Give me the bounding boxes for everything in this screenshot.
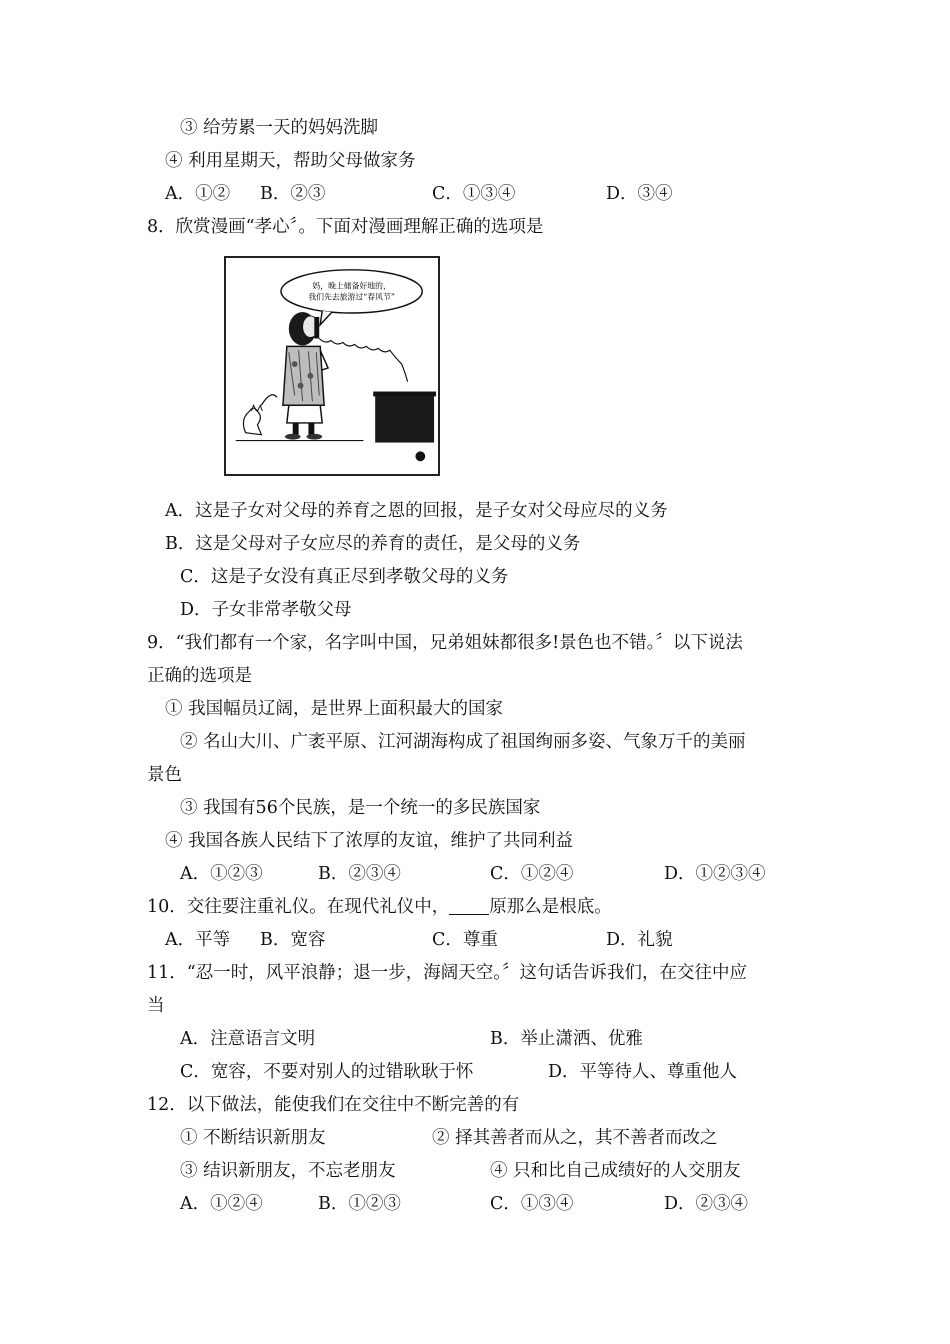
q12-item-3: ③ 结识新朋友，不忘老朋友 <box>180 1161 396 1181</box>
q10-option-a: A．平等 <box>165 930 231 950</box>
q10-stem <box>147 895 612 919</box>
q11-stem-line-2: 当 <box>147 996 165 1016</box>
q12-item-2: ② 择其善者而从之，其不善者而改之 <box>432 1128 718 1148</box>
q12-stem: 12．以下做法，能使我们在交往中不断完善的有 <box>147 1095 520 1115</box>
q10-option-c: C．尊重 <box>432 930 498 950</box>
q9-item-2-line-2: 景色 <box>147 765 182 785</box>
q7-option-b: B．②③ <box>260 184 326 204</box>
q9-option-c: C．①②④ <box>490 864 574 884</box>
q11-option-d: D．平等待人、尊重他人 <box>548 1062 738 1082</box>
q9-stem-line-2: 正确的选项是 <box>147 666 252 686</box>
q9-item-1: ① 我国幅员辽阔，是世界上面积最大的国家 <box>165 699 504 719</box>
q7-option-c: C．①③④ <box>432 184 516 204</box>
q8-option-b: B．这是父母对子女应尽的养育的责任，是父母的义务 <box>165 534 581 554</box>
comic-bubble-text-1: 妈，晚上储备好地的， <box>312 281 391 291</box>
q8-option-c: C．这是子女没有真正尽到孝敬父母的义务 <box>180 567 509 587</box>
comic-illustration <box>224 256 440 476</box>
q10-option-d: D．礼貌 <box>606 930 673 950</box>
q8-option-a: A．这是子女对父母的养育之恩的回报，是子女对父母应尽的义务 <box>165 501 668 521</box>
q12-option-b: B．①②③ <box>318 1194 401 1214</box>
q12-option-a: A．①②④ <box>180 1194 263 1214</box>
q9-item-2-line-1: ② 名山大川、广袤平原、江河湖海构成了祖国绚丽多姿、气象万千的美丽 <box>180 732 746 752</box>
q9-stem-line-1: 9．“我们都有一个家，名字叫中国，兄弟姐妹都很多!景色也不错。〞以下说法 <box>147 633 743 653</box>
q7-item-4: ④ 利用星期天，帮助父母做家务 <box>165 151 416 171</box>
q7-item-3: ③ 给劳累一天的妈妈洗脚 <box>180 118 379 138</box>
phone-receiver-icon <box>314 317 319 339</box>
q11-option-c: C．宽容，不要对别人的过错耿耿于怀 <box>180 1062 474 1082</box>
comic-bubble-text-2: 我们先去旅游过“春风节” <box>308 292 395 302</box>
q7-option-a: A．①② <box>165 184 231 204</box>
q9-option-a: A．①②③ <box>180 864 263 884</box>
q12-item-4: ④ 只和比自己成绩好的人交朋友 <box>490 1161 741 1181</box>
q12-item-1: ① 不断结识新朋友 <box>180 1128 326 1148</box>
q11-stem-line-1: 11．“忍一时，风平浪静；退一步，海阔天空。〞这句话告诉我们，在交往中应 <box>147 963 747 983</box>
q9-item-4: ④ 我国各族人民结下了浓厚的友谊，维护了共同利益 <box>165 831 574 851</box>
q9-option-b: B．②③④ <box>318 864 401 884</box>
telephone-table <box>375 393 434 442</box>
q11-option-a: A．注意语言文明 <box>180 1029 316 1049</box>
q11-option-b: B．举止潇洒、优雅 <box>490 1029 643 1049</box>
cat-figure <box>243 408 261 435</box>
q12-option-d: D．②③④ <box>664 1194 749 1214</box>
answer-blank <box>449 896 489 915</box>
phone-cord <box>319 339 407 382</box>
q10-stem-after: 原那么是根底。 <box>489 897 612 917</box>
q9-item-3: ③ 我国有56个民族，是一个统一的多民族国家 <box>180 798 541 818</box>
q10-option-b: B．宽容 <box>260 930 326 950</box>
q8-option-d: D．子女非常孝敬父母 <box>180 600 352 620</box>
q9-option-d: D．①②③④ <box>664 864 766 884</box>
q12-option-c: C．①③④ <box>490 1194 574 1214</box>
q8-stem: 8．欣赏漫画“孝心〞。下面对漫画理解正确的选项是 <box>147 217 544 237</box>
q7-option-d: D．③④ <box>606 184 673 204</box>
q10-stem-before: 10．交往要注重礼仪。在现代礼仪中， <box>147 897 450 917</box>
